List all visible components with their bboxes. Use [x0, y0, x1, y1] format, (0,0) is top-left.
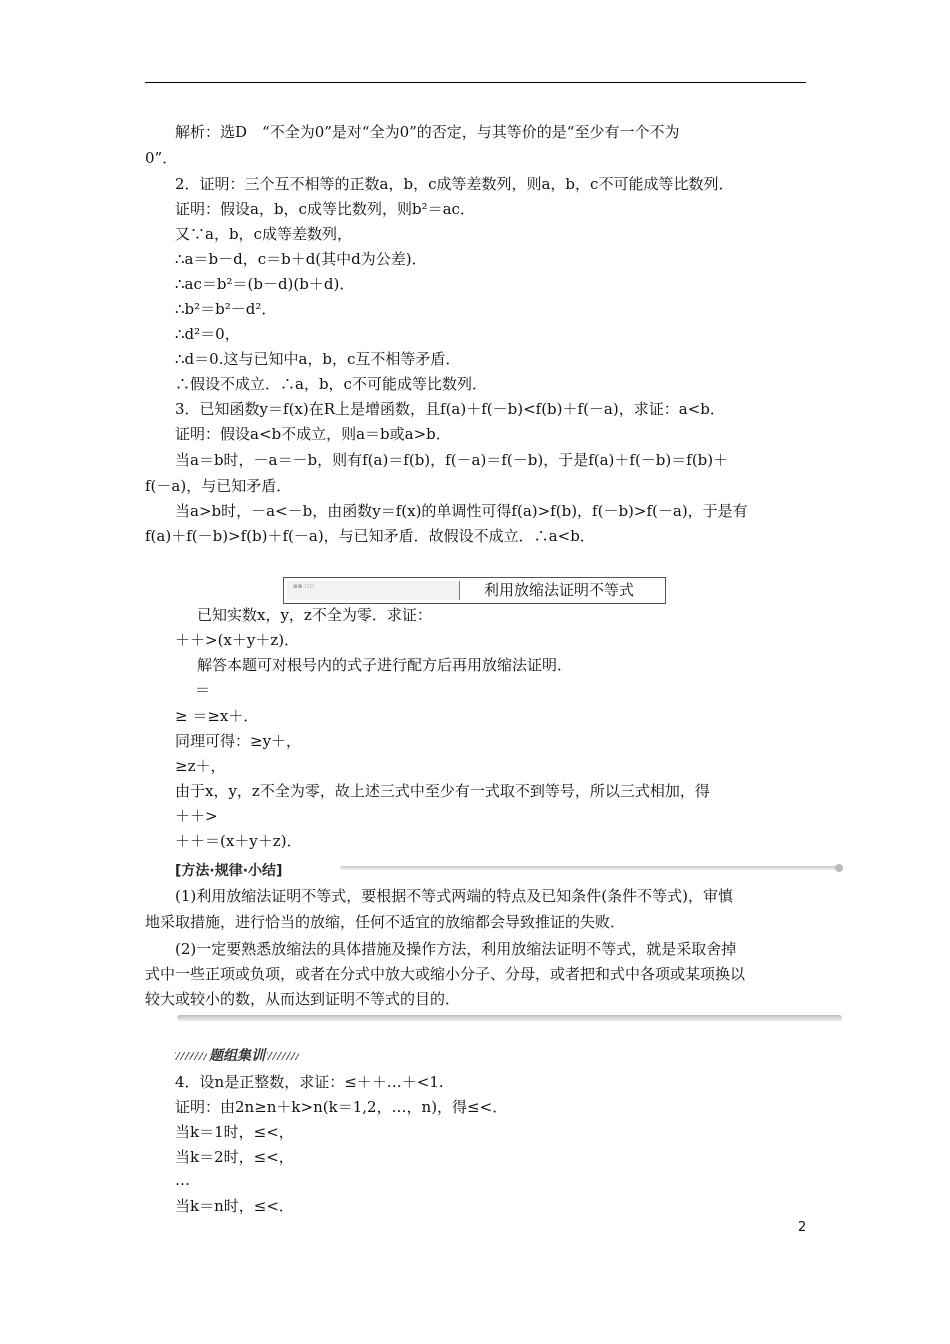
text-line: 当k＝n时，≤<． [175, 1197, 294, 1215]
text-line: … [175, 1171, 190, 1189]
text-line: 解答本题可对根号内的式子进行配方后再用放缩法证明． [197, 656, 573, 674]
text-line: 解析：选D “不全为0”是对“全为0”的否定，与其等价的是“至少有一个不为 [175, 123, 680, 141]
text-line: ∴d²＝0， [175, 325, 240, 343]
section-title-box [283, 577, 666, 604]
page-number: 2 [798, 1220, 807, 1235]
text-line: 证明：由2n≥n＋k>n(k＝1,2，…，n)，得≤<． [175, 1098, 508, 1116]
text-line: 3．已知函数y＝f(x)在R上是增函数，且f(a)＋f(－b)<f(b)＋f(－a)，求证：a<b． [175, 400, 725, 418]
text-line: 地采取措施，进行恰当的放缩，任何不适宜的放缩都会导致推证的失败． [145, 913, 626, 931]
text-line: (2)一定要熟悉放缩法的具体措施及操作方法，利用放缩法证明不等式，就是采取舍掉 [175, 940, 737, 958]
text-line: ≥z＋， [175, 757, 226, 775]
text-line: ∴a＝b－d，c＝b＋d(其中d为公差)． [175, 250, 427, 268]
text-line: 0”． [145, 149, 178, 167]
hatch-decoration [175, 1052, 207, 1060]
text-line: (1)利用放缩法证明不等式，要根据不等式两端的特点及已知条件(条件不等式)，审慎 [175, 887, 733, 905]
method-summary-heading: [方法·规律·小结] [175, 863, 283, 879]
text-line: 证明：假设a，b，c成等比数列，则b²＝ac． [175, 200, 475, 218]
method-box-bottom-rule [177, 1015, 842, 1021]
section-title: 利用放缩法证明不等式 [484, 581, 635, 599]
header-rule [145, 82, 806, 83]
text-line: 证明：假设a<b不成立，则a＝b或a>b． [175, 425, 451, 443]
text-line: 当k＝1时，≤<， [175, 1123, 294, 1141]
text-line: 式中一些正项或负项，或者在分式中放大或缩小分子、分母，或者把和式中各项或某项换以 [145, 965, 746, 983]
text-line: 又∵a，b，c成等差数列， [175, 225, 352, 243]
text-line: 当k＝2时，≤<， [175, 1148, 294, 1166]
text-line: 较大或较小的数，从而达到证明不等式的目的． [145, 990, 461, 1008]
text-line: ∴d＝0.这与已知中a，b，c互不相等矛盾． [175, 350, 461, 368]
text-line: ＋＋＝(x＋y＋z)． [175, 832, 302, 850]
text-line: ∴b²＝b²－d²． [175, 300, 277, 318]
text-line: f(a)＋f(－b)>f(b)＋f(－a)，与已知矛盾．故假设不成立．∴a<b． [145, 527, 595, 545]
text-line: ∴ac＝b²＝(b－d)(b＋d)． [175, 275, 355, 293]
method-rule-cap [835, 864, 843, 872]
text-line: 当a>b时，－a<－b，由函数y＝f(x)的单调性可得f(a)>f(b)，f(－b)>f(－a)，于是有 [175, 502, 748, 520]
text-line: 2．证明：三个互不相等的正数a，b，c成等差数列，则a，b，c不可能成等比数列． [175, 175, 734, 193]
hatch-decoration [267, 1052, 299, 1060]
text-line: ∴假设不成立．∴a，b，c不可能成等比数列． [175, 375, 487, 393]
text-line: ≥ ＝≥x＋． [175, 707, 259, 725]
text-line: 同理可得：≥y＋， [175, 732, 302, 750]
method-heading-rule [340, 866, 840, 870]
exercise-group-heading [175, 1045, 299, 1065]
text-line: 4．设n是正整数，求证：≤＋＋…＋<1. [175, 1073, 444, 1091]
exercise-group-title: 题组集训 [209, 1048, 265, 1064]
text-line: ＋＋> [175, 807, 218, 825]
text-line: 已知实数x，y，z不全为零．求证： [197, 606, 432, 624]
text-line: f(－a)，与已知矛盾． [145, 477, 292, 495]
text-line: 由于x，y，z不全为零，故上述三式中至少有一式取不到等号，所以三式相加，得 [175, 782, 710, 800]
section-label-tab: ▪▪ ▫▫ [287, 581, 460, 600]
text-line: ＋＋>(x＋y＋z)． [175, 631, 300, 649]
text-line: 当a＝b时，－a＝－b，则有f(a)＝f(b)，f(－a)＝f(－b)，于是f(a)＋f(－b)＝f(b)＋ [175, 451, 729, 469]
text-line: ＝ [195, 681, 211, 699]
